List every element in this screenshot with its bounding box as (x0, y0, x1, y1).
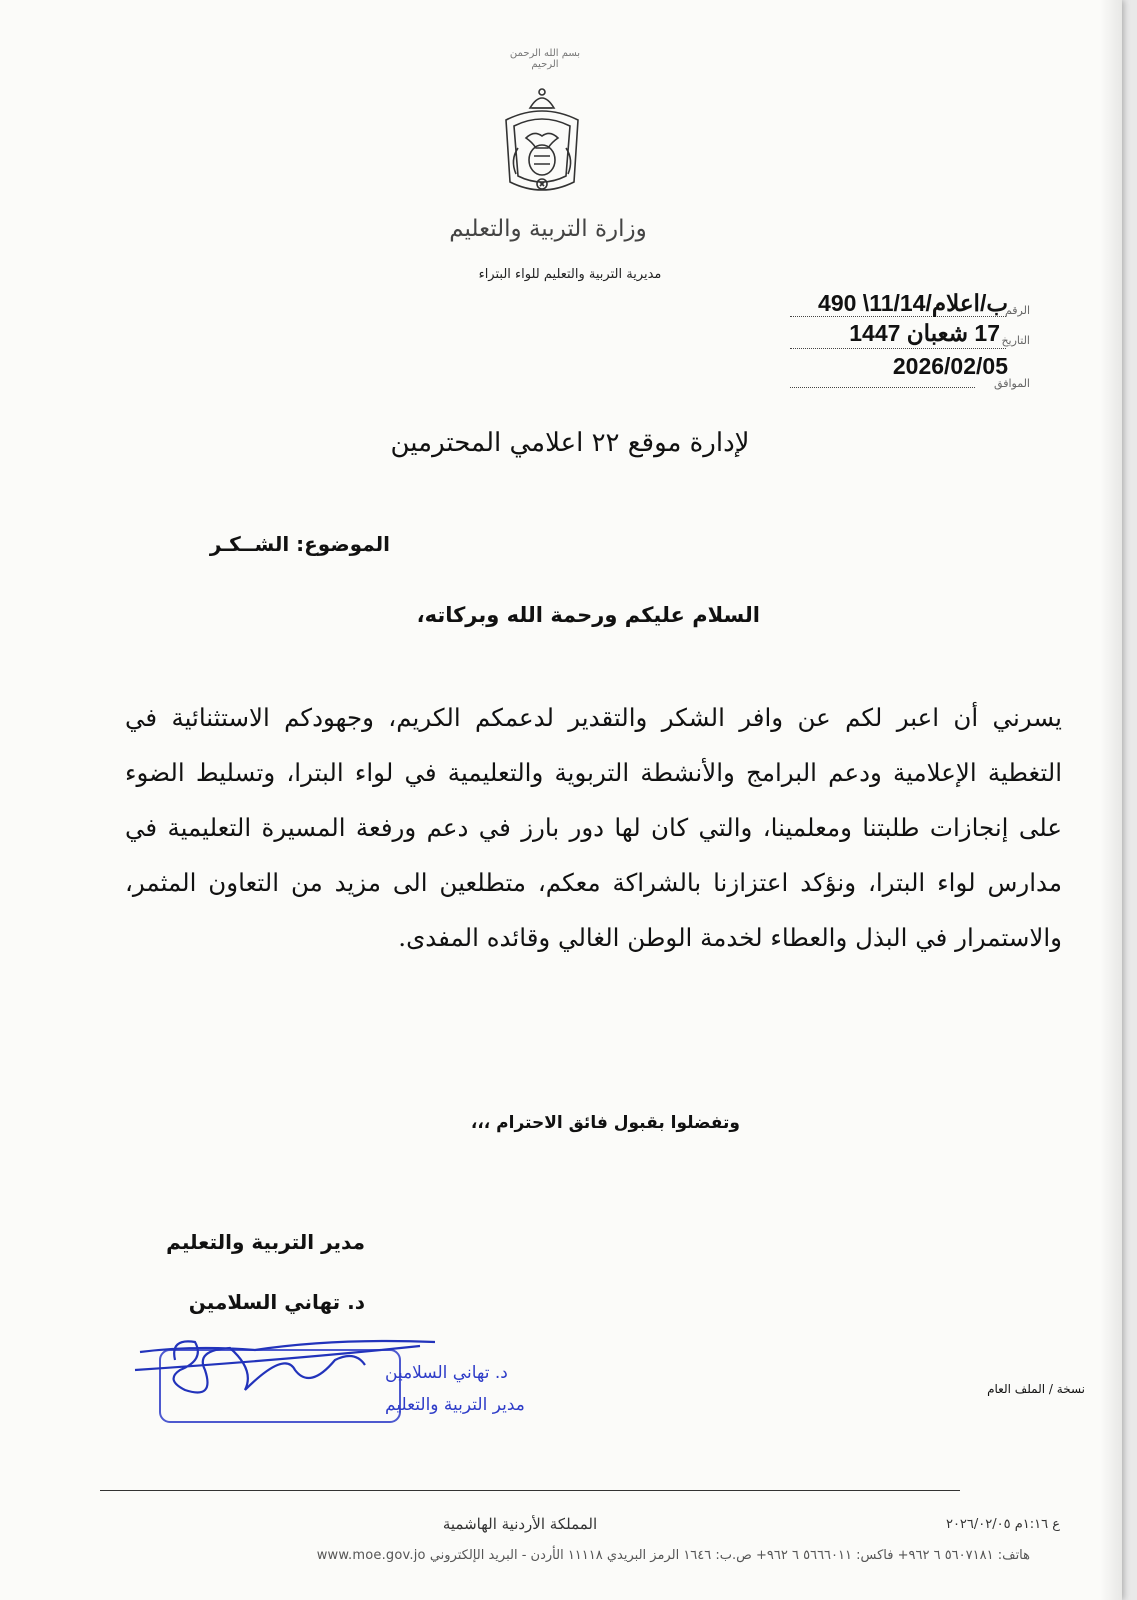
reference-number-label: الرقم (1004, 304, 1030, 317)
directorate-title: مديرية التربية والتعليم للواء البتراء (478, 267, 662, 282)
signatory-name: د. تهاني السلامين (188, 1290, 365, 1314)
gregorian-date: 2026/02/05 (892, 353, 1008, 379)
closing: وتفضلوا بقبول فائق الاحترام ،،، (470, 1113, 740, 1133)
official-stamp (135, 1330, 525, 1430)
copy-to: نسخة / الملف العام (987, 1382, 1085, 1396)
recipient: لإدارة موقع ٢٢ اعلامي المحترمين (390, 428, 750, 458)
coat-of-arms-icon (500, 86, 584, 204)
reference-number: ب/اعلام/11/14\ 490 (818, 290, 1008, 316)
stamp-line-1: د. تهاني السلامين (385, 1363, 508, 1383)
footer-country: المملكة الأردنية الهاشمية (442, 1515, 598, 1533)
gregorian-date-label: الموافق (994, 377, 1030, 390)
ministry-title: وزارة التربية والتعليم (449, 216, 647, 242)
stamp-line-2: مدير التربية والتعليم (385, 1395, 525, 1415)
letter-body: يسرني أن اعبر لكم عن وافر الشكر والتقدير لدعمكم الكريم، وجهودكم الاستثنائية في التغطية الإعلامية ودعم البرامج والأنشطة التربوية والتعليمية في لواء البترا، وتسليط الضوء على إنجازات طلبتنا ومعلمينا، والتي كان لها دور بارز في دعم ورفعة المسيرة التعليمية في مدارس لواء البترا، ونؤكد اعتزازنا بالشراكة معكم، متطلعين الى مزيد من التعاون المثمر، والاستمرار في البذل والعطاء لخدمة الوطن الغالي وقائده المفدى. (125, 703, 1062, 952)
hijri-date: 17 شعبان 1447 (849, 320, 1000, 346)
signatory-title: مدير التربية والتعليم (166, 1230, 365, 1254)
footer-divider (100, 1490, 960, 1491)
subject-line: الموضوع: الشــكـر (209, 532, 390, 556)
greeting: السلام عليكم ورحمة الله وبركاته، (416, 603, 760, 627)
reference-block (790, 290, 1030, 391)
header-basmala: بسم الله الرحمن الرحيم (509, 48, 581, 70)
date-label: التاريخ (1001, 334, 1030, 347)
footer-contact: هاتف: ٥٦٠٧١٨١ ٦ ٩٦٢+ فاكس: ٥٦٦٦٠١١ ٦ ٩٦٢+ ص.ب: ١٦٤٦ الرمز البريدي ١١١١٨ الأردن - البريد الإلكتروني www.moe.gov.jo (316, 1548, 1030, 1563)
footer-date-stamp: ع ١:١٦م ٢٠٢٦/٠٢/٠٥ (945, 1517, 1060, 1532)
